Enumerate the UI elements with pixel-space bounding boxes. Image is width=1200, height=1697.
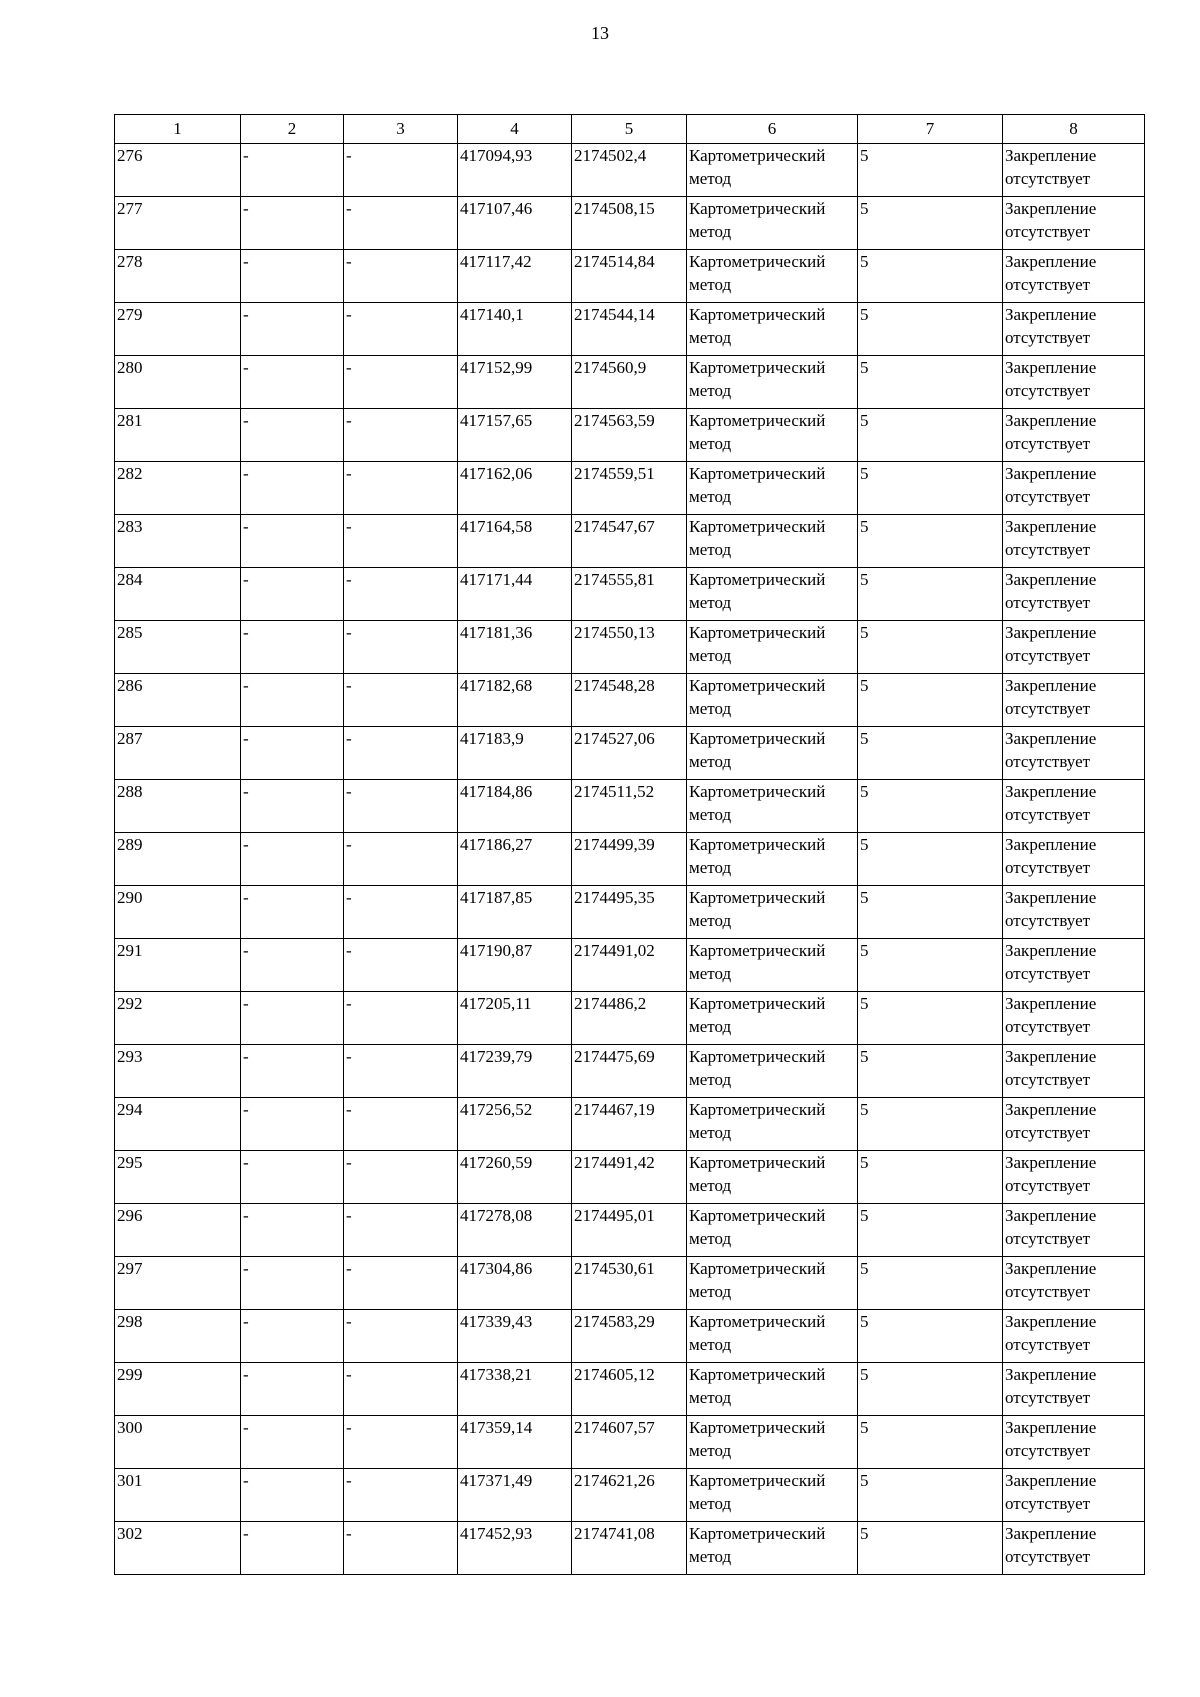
- point-number-cell: 292: [115, 992, 241, 1045]
- accuracy-cell: 5: [858, 303, 1003, 356]
- y-coordinate-cell: 2174514,84: [572, 250, 687, 303]
- x-coordinate-cell: 417162,06: [458, 462, 572, 515]
- table-row: [115, 250, 1145, 303]
- table-row: [115, 833, 1145, 886]
- column-header: 1: [115, 115, 241, 144]
- method-cell: Картометрический метод: [687, 833, 858, 886]
- x-coordinate-cell: 417107,46: [458, 197, 572, 250]
- table-row: [115, 1151, 1145, 1204]
- accuracy-cell: 5: [858, 197, 1003, 250]
- point-number-cell: 302: [115, 1522, 241, 1575]
- point-number-cell: 278: [115, 250, 241, 303]
- accuracy-cell: 5: [858, 144, 1003, 197]
- fixing-description-cell: Закрепление отсутствует: [1003, 356, 1145, 409]
- y-coordinate-cell: 2174530,61: [572, 1257, 687, 1310]
- x-coordinate-cell: 417094,93: [458, 144, 572, 197]
- accuracy-cell: 5: [858, 1151, 1003, 1204]
- cell: -: [241, 780, 344, 833]
- cell: -: [344, 409, 458, 462]
- x-coordinate-cell: 417452,93: [458, 1522, 572, 1575]
- accuracy-cell: 5: [858, 886, 1003, 939]
- cell: -: [344, 780, 458, 833]
- cell: -: [241, 1098, 344, 1151]
- method-cell: Картометрический метод: [687, 727, 858, 780]
- column-header: 8: [1003, 115, 1145, 144]
- table-row: [115, 144, 1145, 197]
- column-header: 4: [458, 115, 572, 144]
- method-cell: Картометрический метод: [687, 568, 858, 621]
- column-header: 6: [687, 115, 858, 144]
- method-cell: Картометрический метод: [687, 1416, 858, 1469]
- table-row: [115, 674, 1145, 727]
- cell: -: [241, 409, 344, 462]
- table-row: [115, 356, 1145, 409]
- point-number-cell: 280: [115, 356, 241, 409]
- point-number-cell: 290: [115, 886, 241, 939]
- point-number-cell: 286: [115, 674, 241, 727]
- cell: -: [241, 1522, 344, 1575]
- cell: -: [344, 1310, 458, 1363]
- point-number-cell: 289: [115, 833, 241, 886]
- fixing-description-cell: Закрепление отсутствует: [1003, 886, 1145, 939]
- x-coordinate-cell: 417205,11: [458, 992, 572, 1045]
- column-header: 5: [572, 115, 687, 144]
- y-coordinate-cell: 2174555,81: [572, 568, 687, 621]
- cell: -: [344, 1151, 458, 1204]
- accuracy-cell: 5: [858, 1098, 1003, 1151]
- point-number-cell: 298: [115, 1310, 241, 1363]
- accuracy-cell: 5: [858, 409, 1003, 462]
- fixing-description-cell: Закрепление отсутствует: [1003, 621, 1145, 674]
- table-row: [115, 1045, 1145, 1098]
- coordinates-table: [114, 114, 1145, 1575]
- column-header: 7: [858, 115, 1003, 144]
- point-number-cell: 288: [115, 780, 241, 833]
- accuracy-cell: 5: [858, 621, 1003, 674]
- method-cell: Картометрический метод: [687, 462, 858, 515]
- fixing-description-cell: Закрепление отсутствует: [1003, 1416, 1145, 1469]
- cell: -: [344, 1204, 458, 1257]
- accuracy-cell: 5: [858, 674, 1003, 727]
- accuracy-cell: 5: [858, 1045, 1003, 1098]
- cell: -: [344, 303, 458, 356]
- fixing-description-cell: Закрепление отсутствует: [1003, 780, 1145, 833]
- point-number-cell: 279: [115, 303, 241, 356]
- point-number-cell: 277: [115, 197, 241, 250]
- point-number-cell: 287: [115, 727, 241, 780]
- cell: -: [241, 939, 344, 992]
- method-cell: Картометрический метод: [687, 1522, 858, 1575]
- cell: -: [344, 515, 458, 568]
- cell: -: [344, 727, 458, 780]
- fixing-description-cell: Закрепление отсутствует: [1003, 833, 1145, 886]
- fixing-description-cell: Закрепление отсутствует: [1003, 515, 1145, 568]
- fixing-description-cell: Закрепление отсутствует: [1003, 409, 1145, 462]
- y-coordinate-cell: 2174467,19: [572, 1098, 687, 1151]
- table-row: [115, 886, 1145, 939]
- y-coordinate-cell: 2174491,42: [572, 1151, 687, 1204]
- cell: -: [241, 1469, 344, 1522]
- x-coordinate-cell: 417184,86: [458, 780, 572, 833]
- table-row: [115, 727, 1145, 780]
- method-cell: Картометрический метод: [687, 144, 858, 197]
- x-coordinate-cell: 417304,86: [458, 1257, 572, 1310]
- cell: -: [241, 1045, 344, 1098]
- fixing-description-cell: Закрепление отсутствует: [1003, 1151, 1145, 1204]
- point-number-cell: 296: [115, 1204, 241, 1257]
- cell: -: [344, 1416, 458, 1469]
- x-coordinate-cell: 417186,27: [458, 833, 572, 886]
- cell: -: [344, 1522, 458, 1575]
- y-coordinate-cell: 2174607,57: [572, 1416, 687, 1469]
- cell: -: [344, 568, 458, 621]
- page-number: 13: [591, 23, 609, 43]
- accuracy-cell: 5: [858, 1416, 1003, 1469]
- x-coordinate-cell: 417183,9: [458, 727, 572, 780]
- fixing-description-cell: Закрепление отсутствует: [1003, 992, 1145, 1045]
- method-cell: Картометрический метод: [687, 303, 858, 356]
- method-cell: Картометрический метод: [687, 939, 858, 992]
- accuracy-cell: 5: [858, 356, 1003, 409]
- fixing-description-cell: Закрепление отсутствует: [1003, 1098, 1145, 1151]
- cell: -: [344, 1045, 458, 1098]
- table-row: [115, 1204, 1145, 1257]
- table-row: [115, 515, 1145, 568]
- table-row: [115, 1416, 1145, 1469]
- accuracy-cell: 5: [858, 1522, 1003, 1575]
- point-number-cell: 295: [115, 1151, 241, 1204]
- y-coordinate-cell: 2174508,15: [572, 197, 687, 250]
- cell: -: [241, 1310, 344, 1363]
- point-number-cell: 294: [115, 1098, 241, 1151]
- cell: -: [241, 1151, 344, 1204]
- y-coordinate-cell: 2174741,08: [572, 1522, 687, 1575]
- x-coordinate-cell: 417164,58: [458, 515, 572, 568]
- y-coordinate-cell: 2174491,02: [572, 939, 687, 992]
- x-coordinate-cell: 417256,52: [458, 1098, 572, 1151]
- column-header: 2: [241, 115, 344, 144]
- cell: -: [241, 356, 344, 409]
- table-row: [115, 568, 1145, 621]
- point-number-cell: 301: [115, 1469, 241, 1522]
- fixing-description-cell: Закрепление отсутствует: [1003, 303, 1145, 356]
- point-number-cell: 281: [115, 409, 241, 462]
- y-coordinate-cell: 2174511,52: [572, 780, 687, 833]
- accuracy-cell: 5: [858, 1363, 1003, 1416]
- accuracy-cell: 5: [858, 780, 1003, 833]
- y-coordinate-cell: 2174495,35: [572, 886, 687, 939]
- x-coordinate-cell: 417278,08: [458, 1204, 572, 1257]
- method-cell: Картометрический метод: [687, 1363, 858, 1416]
- fixing-description-cell: Закрепление отсутствует: [1003, 674, 1145, 727]
- x-coordinate-cell: 417182,68: [458, 674, 572, 727]
- cell: -: [241, 833, 344, 886]
- x-coordinate-cell: 417371,49: [458, 1469, 572, 1522]
- cell: -: [241, 1204, 344, 1257]
- fixing-description-cell: Закрепление отсутствует: [1003, 1045, 1145, 1098]
- cell: -: [344, 833, 458, 886]
- cell: -: [344, 1257, 458, 1310]
- method-cell: Картометрический метод: [687, 1151, 858, 1204]
- accuracy-cell: 5: [858, 1310, 1003, 1363]
- accuracy-cell: 5: [858, 568, 1003, 621]
- x-coordinate-cell: 417117,42: [458, 250, 572, 303]
- cell: -: [344, 1363, 458, 1416]
- point-number-cell: 283: [115, 515, 241, 568]
- method-cell: Картометрический метод: [687, 621, 858, 674]
- accuracy-cell: 5: [858, 250, 1003, 303]
- x-coordinate-cell: 417157,65: [458, 409, 572, 462]
- cell: -: [344, 886, 458, 939]
- table-body: [115, 144, 1145, 1575]
- fixing-description-cell: Закрепление отсутствует: [1003, 462, 1145, 515]
- x-coordinate-cell: 417181,36: [458, 621, 572, 674]
- table-row: [115, 939, 1145, 992]
- cell: -: [241, 197, 344, 250]
- cell: -: [344, 992, 458, 1045]
- cell: -: [344, 197, 458, 250]
- method-cell: Картометрический метод: [687, 356, 858, 409]
- method-cell: Картометрический метод: [687, 1469, 858, 1522]
- accuracy-cell: 5: [858, 515, 1003, 568]
- cell: -: [241, 1363, 344, 1416]
- point-number-cell: 282: [115, 462, 241, 515]
- y-coordinate-cell: 2174621,26: [572, 1469, 687, 1522]
- table-row: [115, 992, 1145, 1045]
- table-row: [115, 409, 1145, 462]
- method-cell: Картометрический метод: [687, 886, 858, 939]
- y-coordinate-cell: 2174550,13: [572, 621, 687, 674]
- cell: -: [344, 1469, 458, 1522]
- fixing-description-cell: Закрепление отсутствует: [1003, 568, 1145, 621]
- x-coordinate-cell: 417260,59: [458, 1151, 572, 1204]
- fixing-description-cell: Закрепление отсутствует: [1003, 250, 1145, 303]
- method-cell: Картометрический метод: [687, 1045, 858, 1098]
- x-coordinate-cell: 417339,43: [458, 1310, 572, 1363]
- cell: -: [241, 674, 344, 727]
- fixing-description-cell: Закрепление отсутствует: [1003, 1204, 1145, 1257]
- y-coordinate-cell: 2174495,01: [572, 1204, 687, 1257]
- method-cell: Картометрический метод: [687, 197, 858, 250]
- cell: -: [241, 992, 344, 1045]
- y-coordinate-cell: 2174583,29: [572, 1310, 687, 1363]
- cell: -: [241, 568, 344, 621]
- y-coordinate-cell: 2174499,39: [572, 833, 687, 886]
- x-coordinate-cell: 417190,87: [458, 939, 572, 992]
- y-coordinate-cell: 2174544,14: [572, 303, 687, 356]
- accuracy-cell: 5: [858, 939, 1003, 992]
- x-coordinate-cell: 417338,21: [458, 1363, 572, 1416]
- cell: -: [344, 356, 458, 409]
- y-coordinate-cell: 2174527,06: [572, 727, 687, 780]
- table-row: [115, 1257, 1145, 1310]
- cell: -: [344, 250, 458, 303]
- point-number-cell: 284: [115, 568, 241, 621]
- table-row: [115, 1310, 1145, 1363]
- table-row: [115, 1522, 1145, 1575]
- y-coordinate-cell: 2174559,51: [572, 462, 687, 515]
- method-cell: Картометрический метод: [687, 250, 858, 303]
- cell: -: [241, 250, 344, 303]
- method-cell: Картометрический метод: [687, 1098, 858, 1151]
- cell: -: [241, 144, 344, 197]
- cell: -: [241, 462, 344, 515]
- cell: -: [344, 621, 458, 674]
- y-coordinate-cell: 2174605,12: [572, 1363, 687, 1416]
- method-cell: Картометрический метод: [687, 1257, 858, 1310]
- fixing-description-cell: Закрепление отсутствует: [1003, 1363, 1145, 1416]
- point-number-cell: 276: [115, 144, 241, 197]
- fixing-description-cell: Закрепление отсутствует: [1003, 939, 1145, 992]
- column-header: 3: [344, 115, 458, 144]
- fixing-description-cell: Закрепление отсутствует: [1003, 1310, 1145, 1363]
- y-coordinate-cell: 2174475,69: [572, 1045, 687, 1098]
- accuracy-cell: 5: [858, 833, 1003, 886]
- cell: -: [241, 515, 344, 568]
- fixing-description-cell: Закрепление отсутствует: [1003, 1522, 1145, 1575]
- cell: -: [344, 1098, 458, 1151]
- cell: -: [344, 939, 458, 992]
- accuracy-cell: 5: [858, 1204, 1003, 1257]
- y-coordinate-cell: 2174486,2: [572, 992, 687, 1045]
- cell: -: [344, 674, 458, 727]
- table-row: [115, 1363, 1145, 1416]
- fixing-description-cell: Закрепление отсутствует: [1003, 1469, 1145, 1522]
- y-coordinate-cell: 2174563,59: [572, 409, 687, 462]
- y-coordinate-cell: 2174547,67: [572, 515, 687, 568]
- accuracy-cell: 5: [858, 462, 1003, 515]
- table-row: [115, 1469, 1145, 1522]
- method-cell: Картометрический метод: [687, 409, 858, 462]
- point-number-cell: 299: [115, 1363, 241, 1416]
- accuracy-cell: 5: [858, 1257, 1003, 1310]
- x-coordinate-cell: 417152,99: [458, 356, 572, 409]
- fixing-description-cell: Закрепление отсутствует: [1003, 727, 1145, 780]
- cell: -: [344, 144, 458, 197]
- table-row: [115, 462, 1145, 515]
- table-row: [115, 197, 1145, 250]
- method-cell: Картометрический метод: [687, 1310, 858, 1363]
- y-coordinate-cell: 2174560,9: [572, 356, 687, 409]
- cell: -: [241, 727, 344, 780]
- method-cell: Картометрический метод: [687, 780, 858, 833]
- cell: -: [344, 462, 458, 515]
- table-row: [115, 621, 1145, 674]
- fixing-description-cell: Закрепление отсутствует: [1003, 197, 1145, 250]
- table-header-row: [115, 115, 1145, 144]
- accuracy-cell: 5: [858, 992, 1003, 1045]
- accuracy-cell: 5: [858, 727, 1003, 780]
- cell: -: [241, 1257, 344, 1310]
- point-number-cell: 285: [115, 621, 241, 674]
- method-cell: Картометрический метод: [687, 515, 858, 568]
- cell: -: [241, 621, 344, 674]
- fixing-description-cell: Закрепление отсутствует: [1003, 1257, 1145, 1310]
- y-coordinate-cell: 2174548,28: [572, 674, 687, 727]
- table-row: [115, 303, 1145, 356]
- point-number-cell: 293: [115, 1045, 241, 1098]
- fixing-description-cell: Закрепление отсутствует: [1003, 144, 1145, 197]
- point-number-cell: 291: [115, 939, 241, 992]
- x-coordinate-cell: 417359,14: [458, 1416, 572, 1469]
- x-coordinate-cell: 417140,1: [458, 303, 572, 356]
- point-number-cell: 297: [115, 1257, 241, 1310]
- x-coordinate-cell: 417171,44: [458, 568, 572, 621]
- cell: -: [241, 303, 344, 356]
- x-coordinate-cell: 417239,79: [458, 1045, 572, 1098]
- x-coordinate-cell: 417187,85: [458, 886, 572, 939]
- table-row: [115, 780, 1145, 833]
- point-number-cell: 300: [115, 1416, 241, 1469]
- accuracy-cell: 5: [858, 1469, 1003, 1522]
- cell: -: [241, 886, 344, 939]
- y-coordinate-cell: 2174502,4: [572, 144, 687, 197]
- cell: -: [241, 1416, 344, 1469]
- table-row: [115, 1098, 1145, 1151]
- method-cell: Картометрический метод: [687, 1204, 858, 1257]
- method-cell: Картометрический метод: [687, 674, 858, 727]
- method-cell: Картометрический метод: [687, 992, 858, 1045]
